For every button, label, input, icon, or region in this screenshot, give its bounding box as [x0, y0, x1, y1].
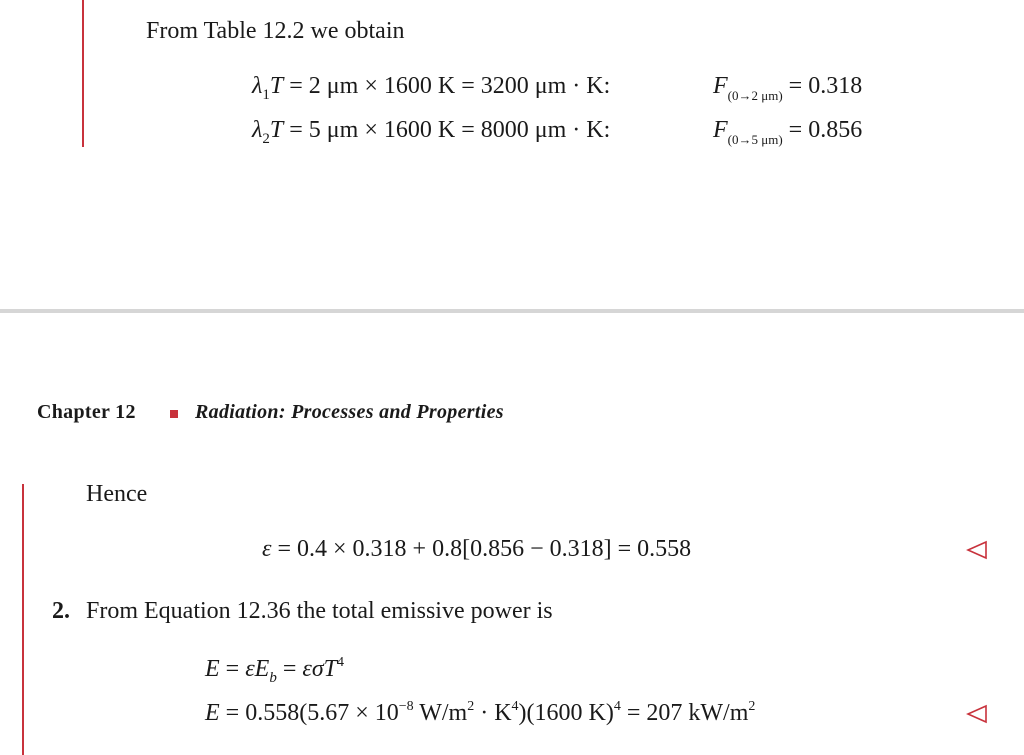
emissive-power-result: $E = 0.558(5.67 \times 10^{-8}$ $W/m^2 \cdot K^4)(1600$ K)$^4$ = 207 $kW/m^2$	[205, 699, 756, 726]
item-number: 2.	[52, 598, 70, 624]
f2-value: = 0.856	[788, 117, 863, 143]
f1-subscript: (0→2 μm)	[727, 88, 783, 103]
epsilon-symbol: ε	[262, 536, 272, 562]
f1-value: = 0.318	[788, 73, 863, 99]
chapter-label: Chapter 12	[37, 401, 136, 423]
fraction-f1: $F_{(0\to 2 \mu m)} = 0.318$	[713, 73, 863, 103]
emissivity-equation	[262, 536, 691, 563]
margin-rule-bottom	[22, 484, 24, 755]
page-separator	[0, 309, 1024, 313]
chapter-title: Radiation: Processes and Properties	[195, 401, 504, 423]
lambda2-expression: = 5 μm × 1600 K = 8000 μm · K:	[289, 117, 611, 143]
hence-text: Hence	[86, 481, 148, 507]
lambda1-expression: = 2 μm × 1600 K = 3200 μm · K:	[289, 73, 611, 99]
margin-rule-top	[82, 0, 84, 147]
fraction-f2: $F_{(0\to 5 \mu m)} = 0.856$	[713, 117, 863, 147]
equation-lambda1	[252, 73, 611, 103]
emissivity-expression: = 0.4 × 0.318 + 0.8[0.856 − 0.318] = 0.558	[277, 536, 692, 562]
item-text: From Equation 12.36 the total emissive power is	[86, 598, 553, 624]
lambda2-symbol: $\lambda_2T$	[252, 117, 284, 147]
intro-text: From Table 12.2 we obtain	[146, 18, 405, 44]
equation-lambda2	[252, 117, 611, 147]
header-bullet-icon	[170, 410, 178, 418]
result-marker-icon-2	[966, 704, 988, 724]
emissive-power-definition: $E = \varepsilon E_b = \varepsilon\sigma T^4$	[205, 655, 345, 686]
lambda1-symbol: $\lambda_1T$	[252, 73, 284, 103]
f2-subscript: (0→5 μm)	[727, 132, 783, 147]
result-marker-icon	[966, 540, 988, 560]
